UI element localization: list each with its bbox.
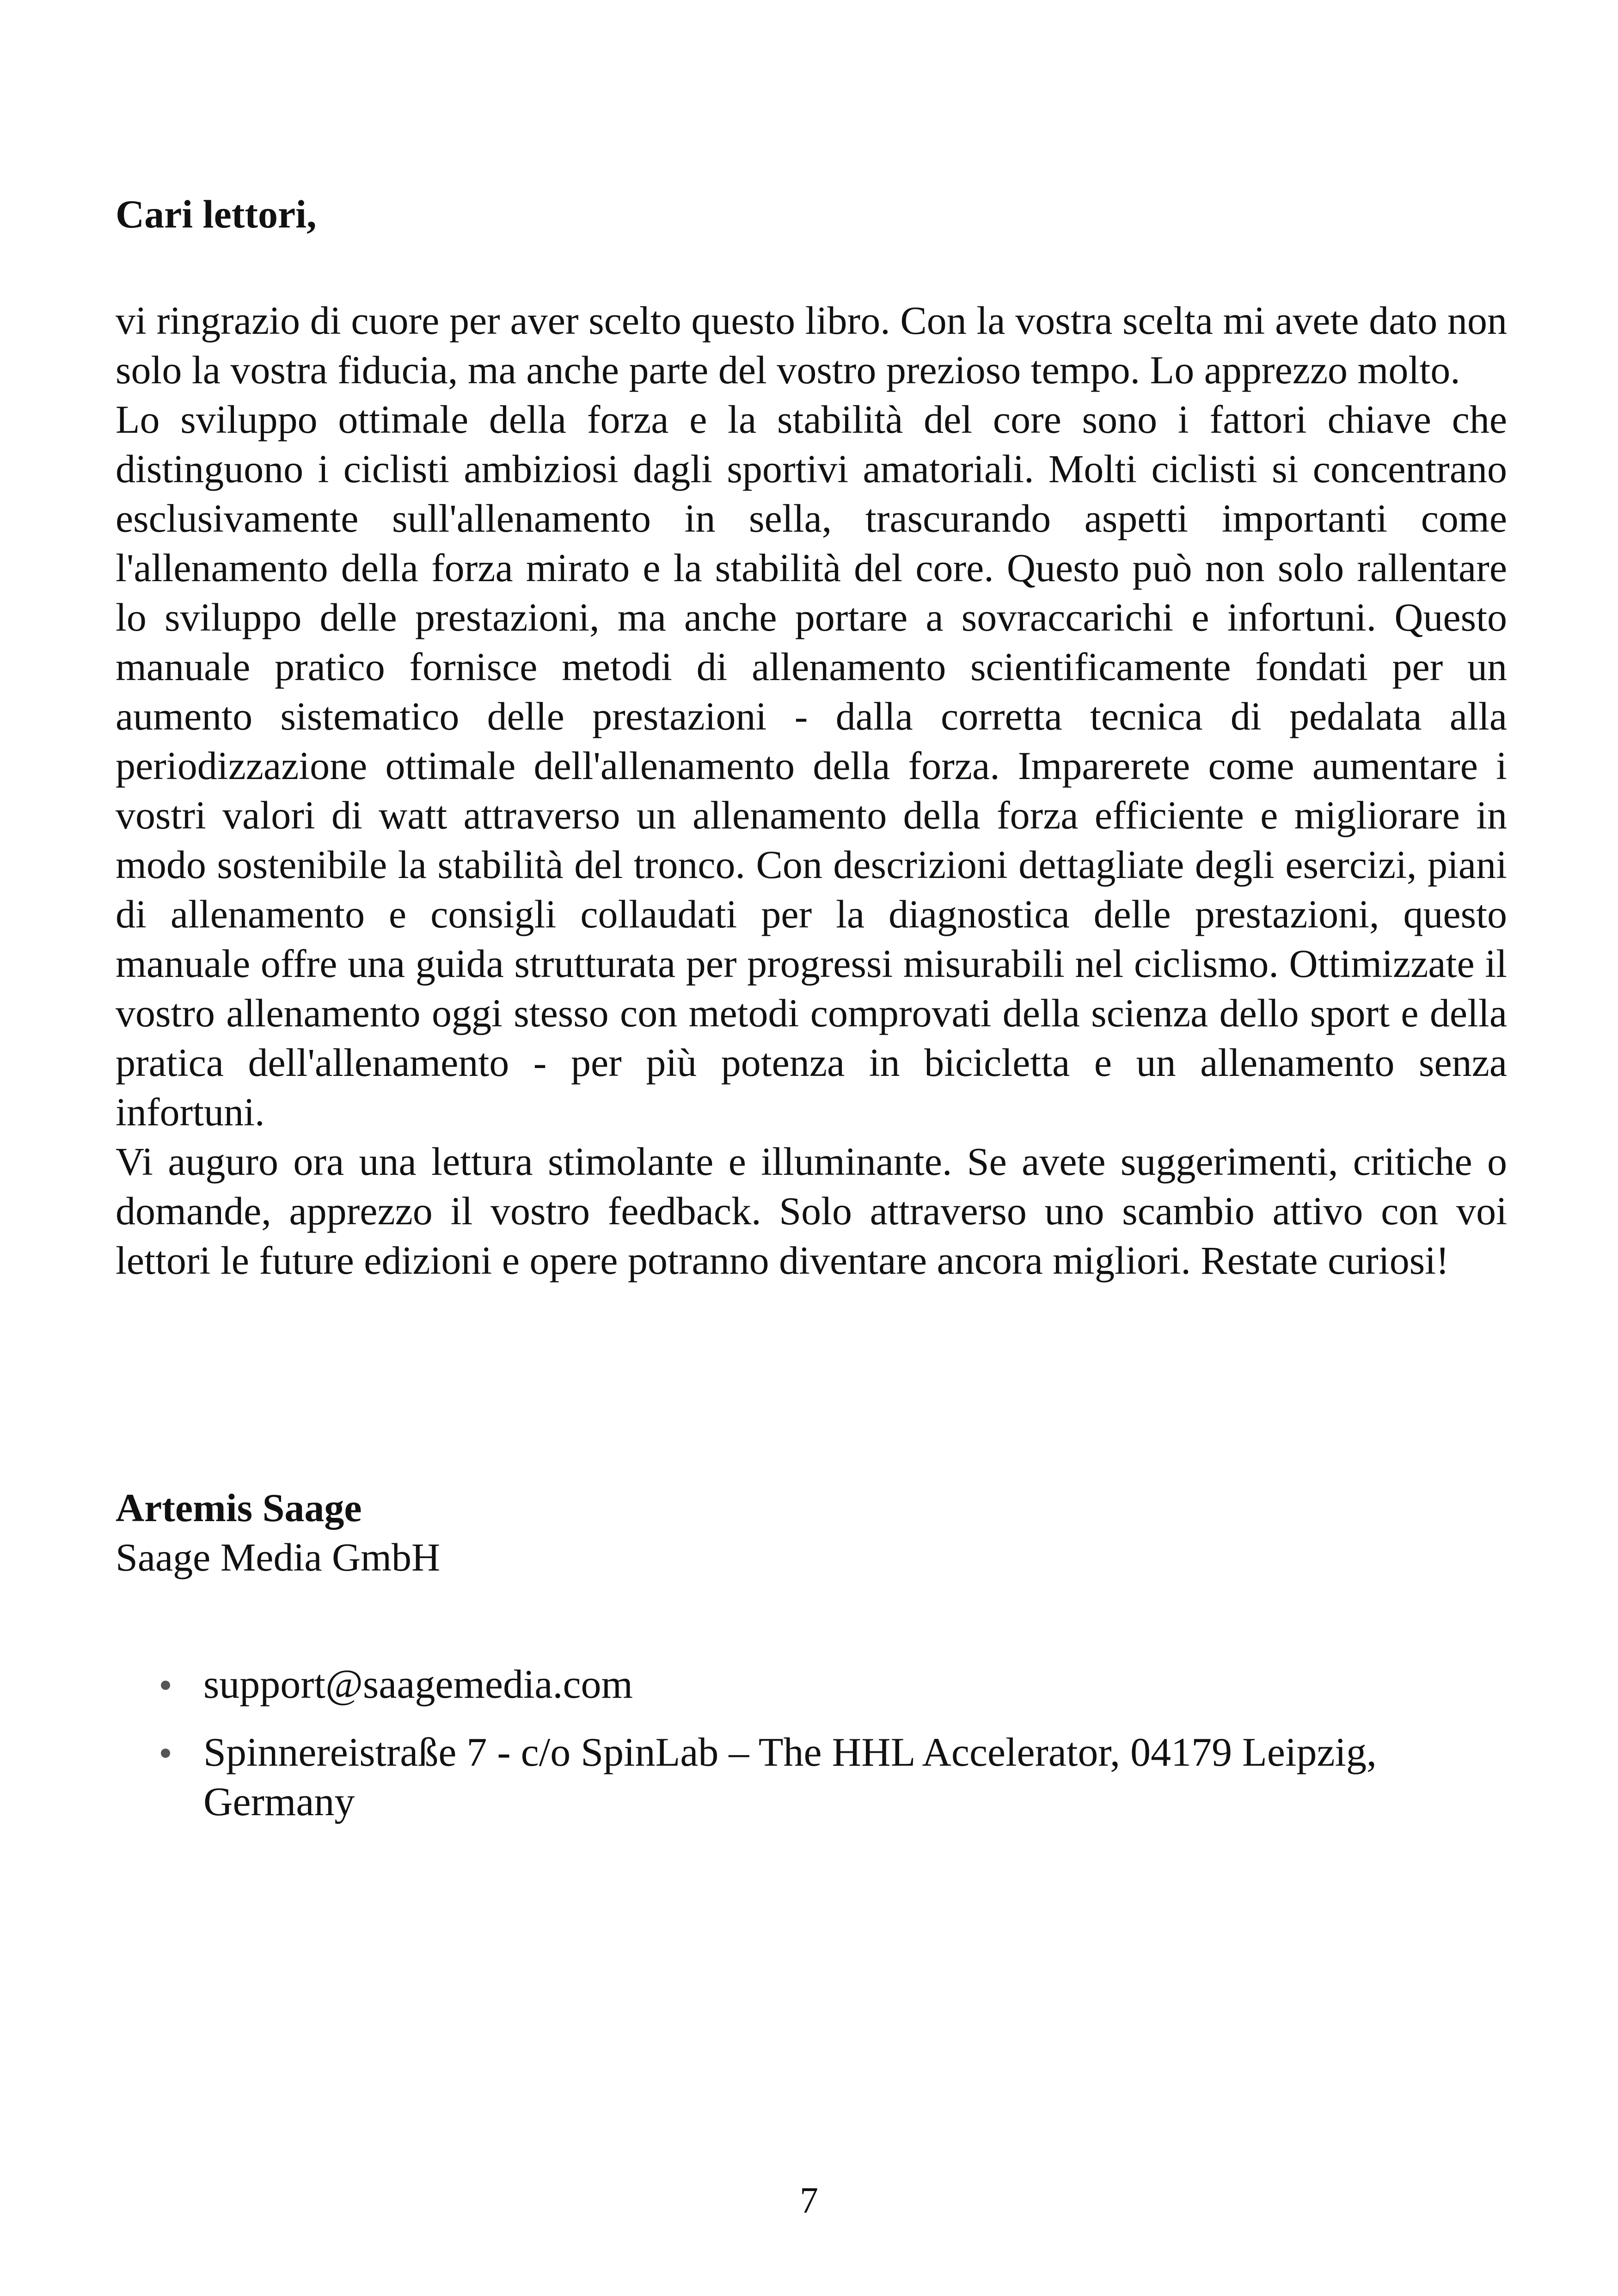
author-name: Artemis Saage — [116, 1486, 362, 1530]
bullet-icon — [161, 1749, 170, 1758]
contact-list — [157, 1660, 1498, 1845]
letter-body — [116, 296, 1507, 1285]
contact-email: support@saagemedia.com — [203, 1662, 633, 1707]
contact-address: Spinnereistraße 7 - c/o SpinLab – The HHL Accelerator, 04179 Leipzig, Germany — [203, 1730, 1377, 1824]
page-number: 7 — [800, 2180, 818, 2221]
bullet-icon — [161, 1681, 170, 1690]
company-name: Saage Media GmbH — [116, 1535, 441, 1579]
contact-address-item — [157, 1728, 1498, 1827]
letter-paragraph: vi ringrazio di cuore per aver scelto questo libro. Con la vostra scelta mi avete dato non solo la vostra fiducia, ma anche parte del vostro prezioso tempo. Lo apprezzo molto. — [116, 298, 1507, 392]
letter-greeting: Cari lettori, — [116, 192, 317, 236]
letter-paragraph: Lo sviluppo ottimale della forza e la stabilità del core sono i fattori chiave che distinguono i ciclisti ambiziosi dagli sportivi amatoriali. Molti ciclisti si concentrano esclusivamente sull'allenamento in sella, trascurando aspetti importanti come l'allenamento della forza mirato e la stabilità del core. Questo può non solo rallentare lo sviluppo delle prestazioni, ma anche portare a sovraccarichi e infortuni. Questo manuale pratico fornisce metodi di allenamento scientificamente fondati per un aumento sistematico delle prestazioni - dalla corretta tecnica di pedalata alla periodizzazione ottimale dell'allenamento della forza. Imparerete come aumentare i vostri valori di watt attraverso un allenamento della forza efficiente e migliorare in modo sostenibile la stabilità del tronco. Con descrizioni dettagliate degli esercizi, piani di allenamento e consigli collaudati per la diagnostica delle prestazioni, questo manuale offre una guida strutturata per progressi misurabili nel ciclismo. Ottimizzate il vostro allenamento oggi stesso con metodi comprovati della scienza dello sport e della pratica dell'allenamento - per più potenza in bicicletta e un allenamento senza infortuni. — [116, 397, 1507, 1134]
letter-paragraph: Vi auguro ora una lettura stimolante e illuminante. Se avete suggerimenti, critiche o domande, apprezzo il vostro feedback. Solo attraverso uno scambio attivo con voi lettori le future edizioni e opere potranno diventare ancora migliori. Restate curiosi! — [116, 1139, 1507, 1283]
contact-email-item — [157, 1660, 1498, 1709]
